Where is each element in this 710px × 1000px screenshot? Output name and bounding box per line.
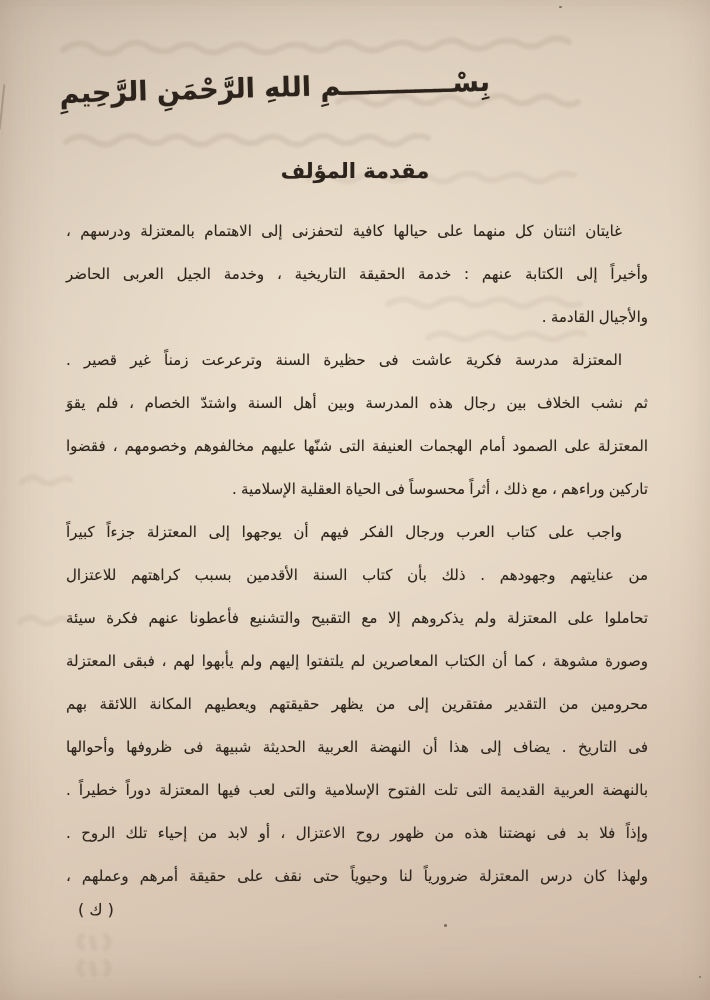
text-line: تاركين وراءهم ، مع ذلك ، أثراً محسوساً فى الحياة العقلية الإسلامية . [231,480,648,498]
text-line: وصورة مشوهة ، كما أن الكتاب المعاصرين لم يلتفتوا إليهم ولم يأبهوا لهم ، فبقى المعتزلة [66,652,648,670]
basmala-calligraphy: بِسْــــــــــــمِ اللهِ الرَّحْمَنِ الرَّحِيمِ [59,66,491,110]
ink-speck [559,6,562,8]
bleed-through-mark [66,930,130,982]
text-line: بالنهضة العربية القديمة التى تلت الفتوح الإسلامية والتى لعب فيها المعتزلة دوراً خطيراً . [66,781,648,799]
ink-speck [444,924,447,927]
text-line: المعتزلة على الصمود أمام الهجمات العنيفة التى شنّها عليهم مخالفوهم وخصومهم ، فقضوا [66,437,648,455]
text-column [66,210,648,898]
page-edge-line [0,84,5,130]
ink-speck [699,976,701,978]
text-line: ولهذا كان درس المعتزلة ضرورياً لنا وحيوياً حتى نقف على حقيقة أمرهم وعملهم ، [66,867,648,885]
text-line: تحاملوا على المعتزلة ولم يذكروهم إلا مع التقبيح والتشنيع فأعطونا عنهم فكرة سيئة [66,609,648,627]
chapter-heading: مقدمة المؤلف [280,159,430,183]
text-line: وأخيراً إلى الكتابة عنهم : خدمة الحقيقة التاريخية ، وخدمة الجيل العربى الحاضر [66,265,648,283]
text-line: محرومين من التقدير مفتقرين إلى من يظهر حقيقتهم ويعطيهم المكانة اللائقة بهم [66,695,648,713]
text-line: غايتان اثنتان كل منهما على حيالها كافية لتحفزنى إلى الاهتمام بالمعتزلة ودرسهم ، [66,222,622,240]
bleed-through-mark [14,606,69,632]
text-line: واجب على كتاب العرب ورجال الفكر فيهم أن يوجهوا إلى المعتزلة جزءاً كبيراً [66,523,622,541]
text-line: وإذاً فلا بد فى نهضتنا هذه من ظهور روح الاعتزال ، أو لابد من إحياء تلك الروح . [66,824,648,842]
text-line: فى التاريخ . يضاف إلى هذا أن النهضة العربية الحديثة شبيهة فى ظروفها وأحوالها [66,738,648,756]
text-line: والأجيال القادمة . [541,308,648,326]
text-line: المعتزلة مدرسة فكرية عاشت فى حظيرة السنة وترعرعت زمناً غير قصير . [66,351,622,369]
text-line: ثم نشب الخلاف بين رجال هذه المدرسة وبين أهل السنة واشتدّ الخصام ، فلم يقوَ [66,394,648,412]
bleed-through-mark [58,124,488,154]
text-line: من عنايتهم وجهودهم . ذلك بأن كتاب السنة الأقدمين بسبب كراهتهم للاعتزال [66,566,648,584]
quire-mark: ( ك ) [78,900,114,919]
